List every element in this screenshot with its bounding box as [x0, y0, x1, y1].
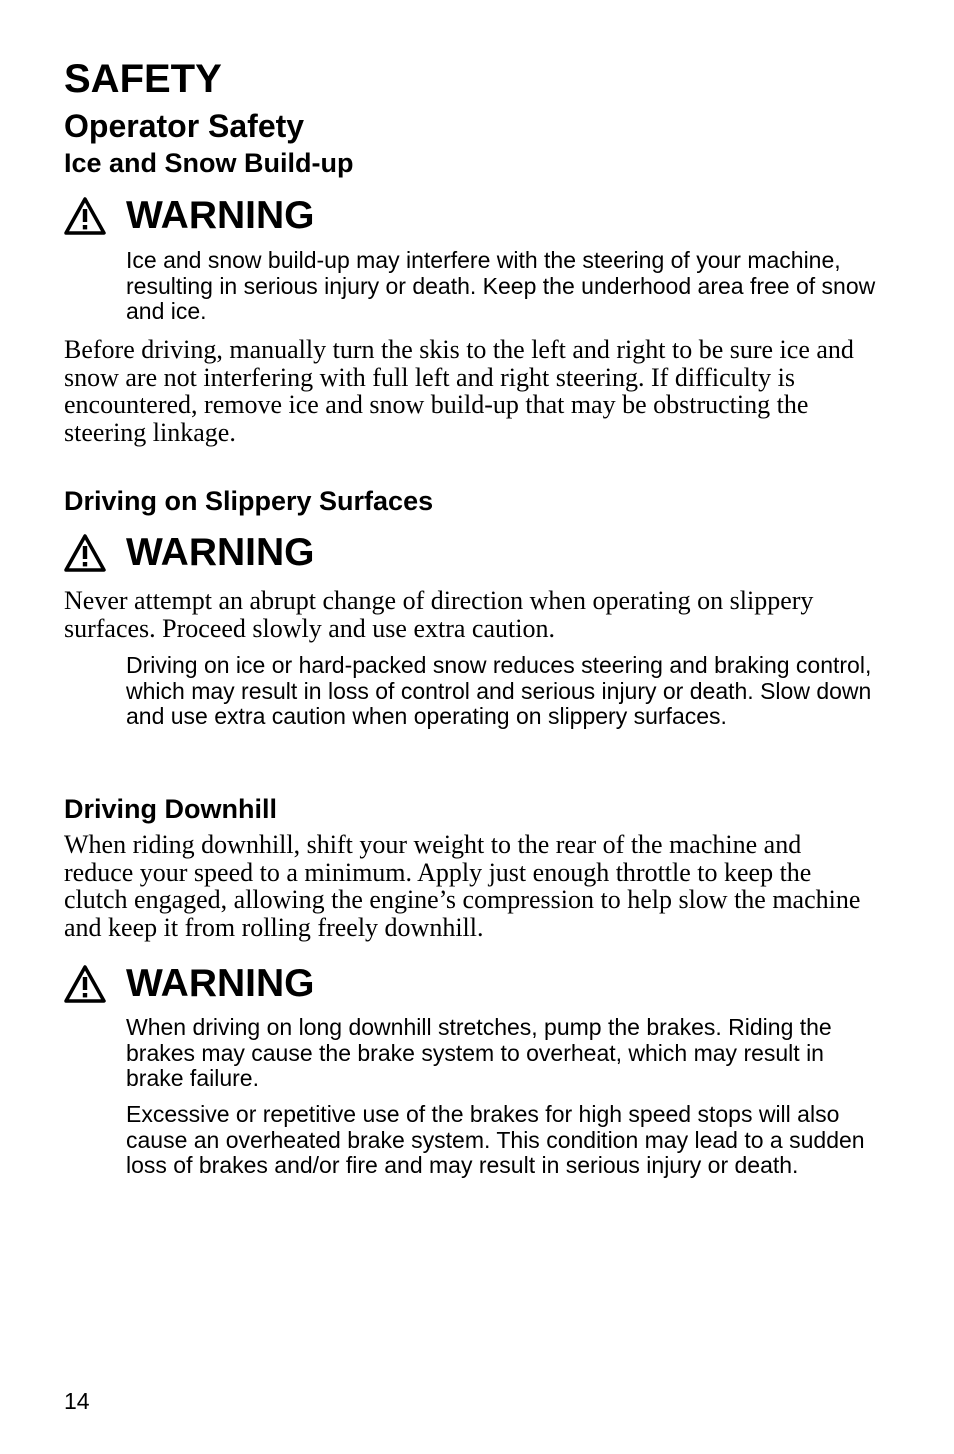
ice-snow-warning-header [64, 193, 315, 239]
slippery-heading: Driving on Slippery Surfaces [64, 486, 434, 516]
slippery-warning-header [64, 530, 315, 576]
downhill-warning-header [64, 961, 315, 1007]
downhill-heading: Driving Downhill [64, 794, 277, 824]
warning-triangle-icon [64, 197, 106, 235]
slippery-body: Never attempt an abrupt change of direction when operating on slippery surfaces. Proceed slowly and use extra caution. [64, 586, 814, 643]
warning-label: WARNING [126, 962, 315, 1005]
warning-triangle-icon [64, 965, 106, 1003]
downhill-warning-text-1: When driving on long downhill stretches, pump the brakes. Riding the brakes may cause the brake system to overheat, which may result in brake failure. [126, 1014, 832, 1091]
warning-label: WARNING [126, 194, 315, 237]
downhill-warning-text-2: Excessive or repetitive use of the brakes for high speed stops will also cause an overheated brake system. This condition may lead to a sudden loss of brakes and/or fire and may result in serious injury or death. [126, 1101, 865, 1178]
warning-label: WARNING [126, 531, 315, 574]
ice-snow-warning-text: Ice and snow build-up may interfere with the steering of your machine, resulting in serious injury or death. Keep the underhood area free of snow and ice. [126, 247, 876, 324]
chapter-title: SAFETY [64, 57, 222, 101]
section-title: Operator Safety [64, 108, 305, 144]
page-number: 14 [64, 1388, 90, 1414]
warning-triangle-icon [64, 534, 106, 572]
slippery-warning-text: Driving on ice or hard-packed snow reduces steering and braking control, which may result in loss of control and serious injury or death. Slow down and use extra caution when operating on slippery surfaces. [126, 652, 872, 729]
manual-page [64, 0, 876, 1454]
ice-snow-body: Before driving, manually turn the skis to the left and right to be sure ice and snow are not interfering with full left and right steering. If difficulty is encountered, remove ice and snow build-up that may be obstructing the steering linkage. [64, 335, 854, 447]
ice-snow-heading: Ice and Snow Build-up [64, 148, 354, 178]
downhill-body: When riding downhill, shift your weight to the rear of the machine and reduce your speed to a minimum. Apply just enough throttle to keep the clutch engaged, allowing the engine’s compression to help slow the machine and keep it from rolling freely downhill. [64, 830, 861, 942]
